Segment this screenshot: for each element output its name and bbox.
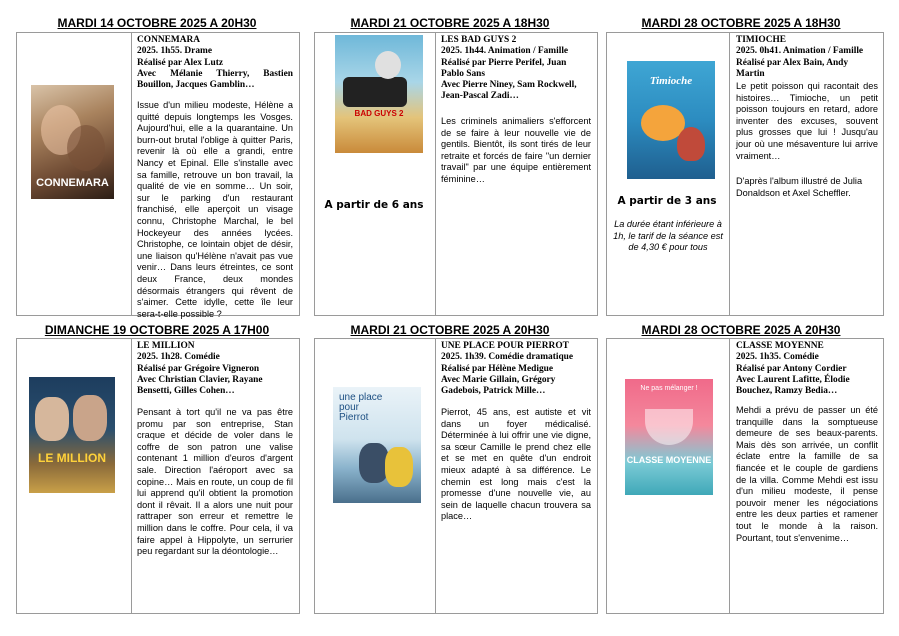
film-director: Réalisé par Alex Lutz (137, 57, 224, 68)
film-director: Réalisé par Grégoire Vigneron (137, 363, 260, 374)
price-note: La durée étant inférieure à 1h, le tarif de la séance est de 4,30 € pour tous (613, 219, 723, 253)
date-header: DIMANCHE 19 OCTOBRE 2025 A 17H00 (44, 323, 270, 337)
film-synopsis: Pensant à tort qu'il ne va pas être promu par son entreprise, Stan craque et décide de voler dans le coffre de son patron une valise contenant 1 million d'euros d'argent sale. Direction l'aéroport avec sa copine… Mais en route, un coup de fil lui apprend qu'il obtient la promotion dont il rêvait. Il a alors une nuit pour rattraper son erreur et remettre le million dans le coffre. Pour cela, il va faire appel à Hippolyte, un serrurier peu regardant sur la déontologie… (137, 407, 293, 557)
film-cast: Avec Laurent Lafitte, Élodie Bouchez, Ramzy Bedia… (736, 374, 850, 397)
film-synopsis: Issue d'un milieu modeste, Hélène a quitté depuis longtemps les Vosges. Aujourd'hui, elle a la quarantaine. Un burn-out brutal l'oblige à quitter Paris, revenir là où elle a grandi, entre Nancy et Epinal. Elle s'installe avec sa famille, retrouve un bon travail, la qualité de vie en somme… Un soir, sur le parking d'un restaurant franchisé, elle aperçoit un visage connu, Christophe Marchal, le bel Hockeyeur des années lycées. Christophe, ce lointain objet de désir, une liaison qu'Hélène n'avait pas vue venir… Dans leurs étreintes, ce sont deux France, deux mondes désormais étrangers qui rêvent de s'aimer. Cette idylle, cette île leur sera-t-elle possible ? (137, 100, 293, 319)
film-card (314, 32, 598, 316)
date-header: MARDI 14 OCTOBRE 2025 A 20H30 (57, 16, 257, 30)
film-meta: 2025. 1h55. Drame (137, 46, 212, 57)
film-card (606, 32, 884, 316)
film-cast: Avec Pierre Niney, Sam Rockwell, Jean-Pascal Zadi… (441, 80, 577, 102)
film-synopsis: Mehdi a prévu de passer un été tranquille dans la somptueuse demeure de ses beaux-parents. Mais dès son arrivée, un conflit éclate entre la famille de sa fiancée et le couple de gardiens de la villa. Comme Mehdi est issu d'un milieu modeste, il pense pouvoir mener les négociations entre les deux parties et ramener tout le monde à la raison. Pourtant, tout s'envenime… (736, 405, 878, 543)
date-header: MARDI 21 OCTOBRE 2025 A 18H30 (350, 16, 550, 30)
film-poster: une place pour Pierrot (333, 387, 421, 503)
film-card (314, 338, 598, 614)
film-source: D'après l'album illustré de Julia Donaldson et Axel Scheffler. (736, 176, 863, 198)
film-director: Réalisé par Antony Cordier (736, 363, 847, 374)
film-meta: 2025. 1h35. Comédie (736, 352, 819, 363)
date-header: MARDI 28 OCTOBRE 2025 A 20H30 (641, 323, 841, 337)
film-synopsis: Les criminels animaliers s'efforcent de se faire à leur nouvelle vie de gentils. Bientôt, ils sont tirés de leur retraite et forcés de faire "un dernier travail" par une équipe entièrement féminine… (441, 116, 591, 184)
film-title: UNE PLACE POUR PIERROT (441, 341, 569, 351)
film-poster: BAD GUYS 2 (335, 35, 423, 153)
age-rating: A partir de 3 ans (617, 195, 717, 207)
film-card (16, 338, 300, 614)
film-meta: 2025. 0h41. Animation / Famille (736, 46, 864, 57)
film-director: Réalisé par Hélène Medigue (441, 363, 554, 374)
film-title: CLASSE MOYENNE (736, 341, 824, 351)
film-meta: 2025. 1h39. Comédie dramatique (441, 352, 574, 363)
film-director: Réalisé par Pierre Perifel, Juan Pablo Sans (441, 57, 567, 79)
film-poster: Ne pas mélanger ! CLASSE MOYENNE (625, 379, 713, 495)
film-title: TIMIOCHE (736, 35, 787, 45)
film-title: CONNEMARA (137, 35, 201, 45)
film-title: LES BAD GUYS 2 (441, 35, 517, 45)
film-cast: Avec Mélanie Thierry, Bastien Bouillon, Jacques Gamblin… (137, 68, 293, 91)
film-meta: 2025. 1h44. Animation / Famille (441, 46, 569, 57)
film-card (16, 32, 300, 319)
film-meta: 2025. 1h28. Comédie (137, 352, 220, 363)
film-synopsis: Pierrot, 45 ans, est autiste et vit dans un foyer médicalisé. Déterminée à lui offrir une vie digne, sa sœur Camille le prend chez elle et se met en quête d'un endroit mieux adapté à sa différence. Le chemin est long mais c'est la promesse d'une nouvelle vie, au sein de laquelle chacun trouvera sa place… (441, 407, 591, 522)
film-cast: Avec Christian Clavier, Rayane Bensetti, Gilles Cohen… (137, 374, 263, 397)
film-poster: CONNEMARA (31, 85, 114, 199)
film-cast: Avec Marie Gillain, Grégory Gadebois, Patrick Mille… (441, 374, 556, 397)
film-synopsis: Le petit poisson qui racontait des histoires… Timioche, un petit poisson toujours en retard, adore inventer des excuses, souvent plus grosses que lui ! Jusqu'au jour où une mésaventure lui arrive vraiment… (736, 81, 878, 161)
age-rating: A partir de 6 ans (324, 199, 424, 211)
date-header: MARDI 28 OCTOBRE 2025 A 18H30 (641, 16, 841, 30)
date-header: MARDI 21 OCTOBRE 2025 A 20H30 (350, 323, 550, 337)
film-poster: LE MILLION (29, 377, 115, 493)
film-director: Réalisé par Alex Bain, Andy Martin (736, 57, 849, 79)
film-poster: Timioche (627, 61, 715, 179)
film-card (606, 338, 884, 614)
film-title: LE MILLION (137, 341, 195, 351)
